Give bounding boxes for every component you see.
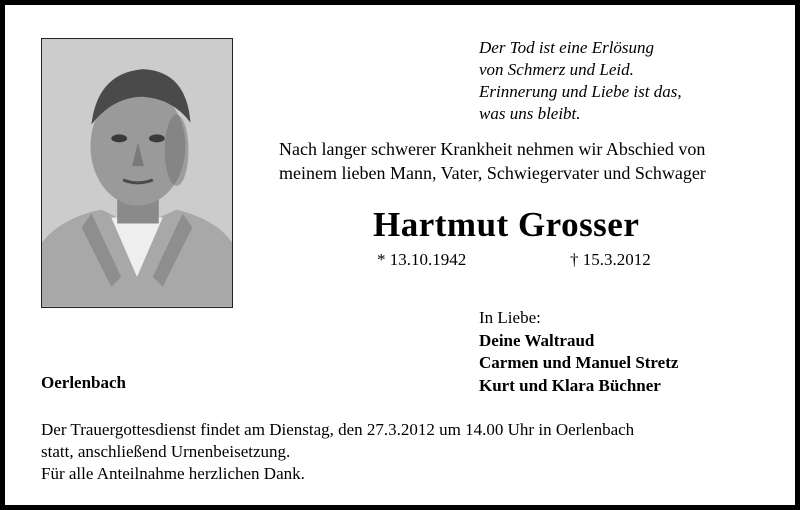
- quote-line: von Schmerz und Leid.: [479, 60, 634, 79]
- quote-line: Der Tod ist eine Erlösung: [479, 38, 655, 57]
- announcement-text: [279, 137, 706, 185]
- mourners-heading: In Liebe:: [479, 308, 541, 327]
- place-name: Oerlenbach: [41, 373, 126, 392]
- mourners-list: [479, 307, 678, 397]
- deceased-name: Hartmut Grosser: [373, 205, 640, 244]
- quote-line: Erinnerung und Liebe ist das,: [479, 82, 682, 101]
- service-line: statt, anschließend Urnenbeisetzung.: [41, 442, 291, 461]
- service-info: [41, 419, 634, 485]
- portrait-photo: [41, 38, 233, 308]
- death-date: † 15.3.2012: [570, 250, 651, 269]
- mourner-name: Carmen und Manuel Stretz: [479, 353, 679, 372]
- mourner-name: Kurt und Klara Büchner: [479, 375, 661, 395]
- announcement-line: meinem lieben Mann, Vater, Schwiegervater und Schwager: [279, 163, 706, 183]
- service-line: Für alle Anteilnahme herzlichen Dank.: [41, 464, 305, 483]
- quote-line: was uns bleibt.: [479, 104, 581, 123]
- mourner-name: Deine Waltraud: [479, 330, 595, 350]
- memorial-quote: [479, 37, 682, 125]
- service-line: Der Trauergottesdienst findet am Dienstag, den 27.3.2012 um 14.00 Uhr in Oerlenbach: [41, 420, 635, 439]
- announcement-line: Nach langer schwerer Krankheit nehmen wir Abschied von: [279, 139, 706, 159]
- portrait-image: [42, 39, 232, 307]
- birth-date: * 13.10.1942: [377, 250, 467, 269]
